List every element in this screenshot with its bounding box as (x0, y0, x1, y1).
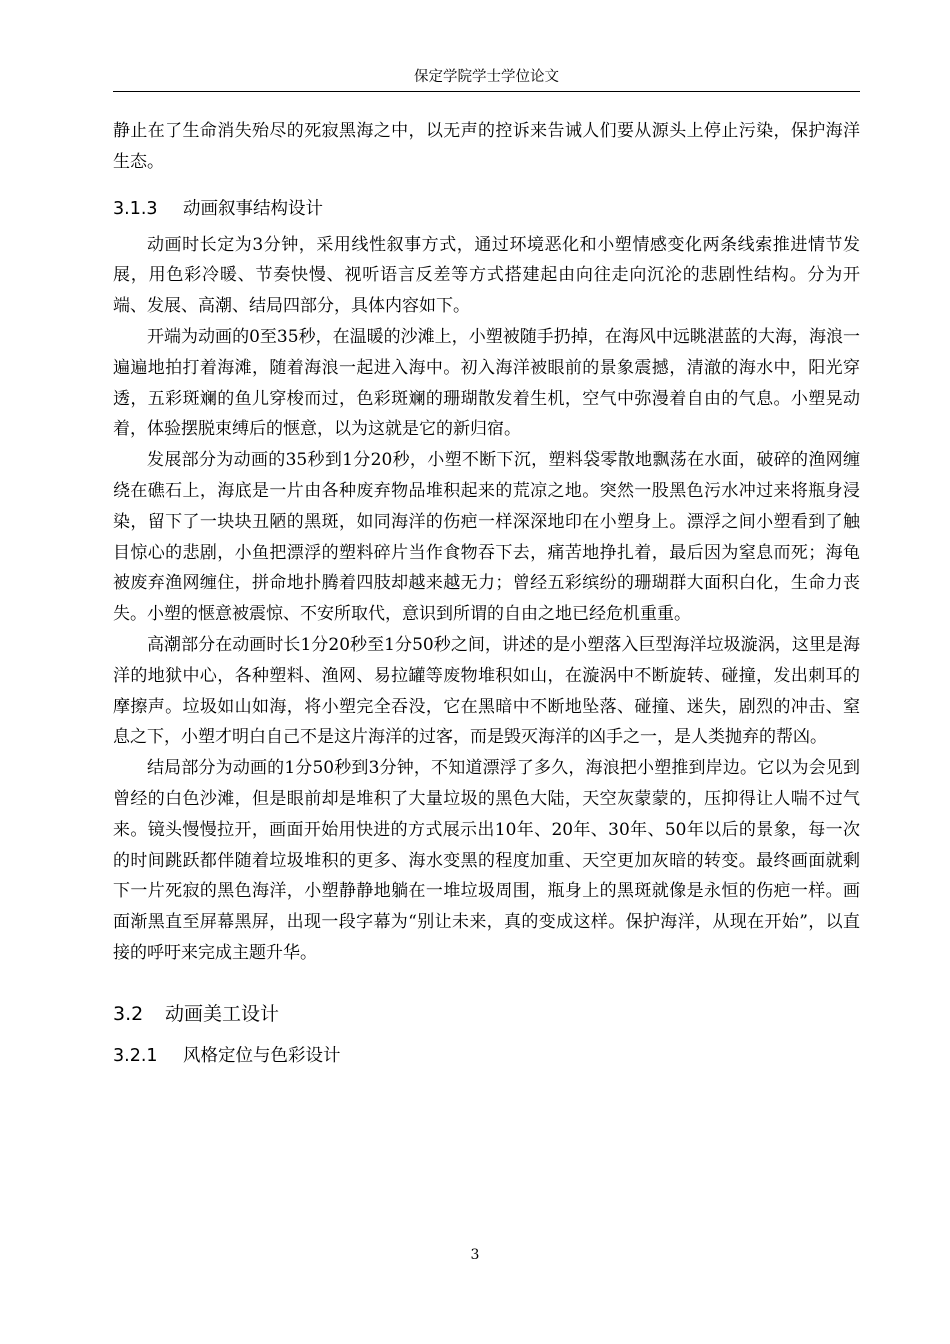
page-number: 3 (470, 1247, 480, 1263)
paragraph-climax: 高潮部分在动画时长1分20秒至1分50秒之间，讲述的是小塑落入巨型海洋垃圾漩涡，这里是海洋的地狱中心，各种塑料、渔网、易拉罐等废物堆积如山，在漩涡中不断旋转、碰撞，发出刺耳的摩擦声。垃圾如山如海，将小塑完全吞没，它在黑暗中不断地坠落、碰撞、迷失，剧烈的冲击、窒息之下，小塑才明白自己不是这片海洋的过客，而是毁灭海洋的凶手之一，是人类抛弃的帮凶。 (113, 634, 860, 748)
section-title: 动画叙事结构设计 (183, 198, 323, 219)
section-title: 动画美工设计 (165, 1002, 280, 1025)
paragraph-development: 发展部分为动画的35秒到1分20秒，小塑不断下沉，塑料袋零散地飘荡在水面，破碎的渔网缠绕在礁石上，海底是一片由各种废弃物品堆积起来的荒凉之地。突然一股黑色污水冲过来将瓶身浸染，留下了一块块丑陋的黑斑，如同海洋的伤疤一样深深地印在小塑身上。漂浮之间小塑看到了触目惊心的悲剧，小鱼把漂浮的塑料碎片当作食物吞下去，痛苦地挣扎着，最后因为窒息而死；海龟被废弃渔网缠住，拼命地扑腾着四肢却越来越无力；曾经五彩缤纷的珊瑚群大面积白化，生命力丧失。小塑的惬意被震惊、不安所取代，意识到所谓的自由之地已经危机重重。 (113, 450, 860, 625)
running-header: 保定学院学士学位论文 (113, 66, 860, 92)
section-heading-3-2 (113, 999, 860, 1029)
section-number: 3.2 (113, 1002, 144, 1025)
section-title: 风格定位与色彩设计 (183, 1045, 341, 1066)
section-heading-3-1-3 (113, 194, 860, 224)
page-body (113, 116, 860, 1071)
section-heading-3-2-1 (113, 1041, 860, 1071)
section-number: 3.1.3 (113, 198, 158, 219)
section-number: 3.2.1 (113, 1045, 158, 1066)
paragraph-opening: 开端为动画的0至35秒，在温暖的沙滩上，小塑被随手扔掉，在海风中远眺湛蓝的大海，海浪一遍遍地拍打着海滩，随着海浪一起进入海中。初入海洋被眼前的景象震撼，清澈的海水中，阳光穿透，五彩斑斓的鱼儿穿梭而过，色彩斑斓的珊瑚散发着生机，空气中弥漫着自由的气息。小塑晃动着，体验摆脱束缚后的惬意，以为这就是它的新归宿。 (113, 326, 860, 440)
paragraph-continued: 静止在了生命消失殆尽的死寂黑海之中，以无声的控诉来告诫人们要从源头上停止污染，保护海洋生态。 (113, 121, 860, 172)
paragraph-structure-intro: 动画时长定为3分钟，采用线性叙事方式，通过环境恶化和小塑情感变化两条线索推进情节发展，用色彩冷暖、节奏快慢、视听语言反差等方式搭建起由向往走向沉沦的悲剧性结构。分为开端、发展、高潮、结局四部分，具体内容如下。 (113, 234, 860, 317)
paragraph-ending: 结局部分为动画的1分50秒到3分钟，不知道漂浮了多久，海浪把小塑推到岸边。它以为会见到曾经的白色沙滩，但是眼前却是堆积了大量垃圾的黑色大陆，天空灰蒙蒙的，压抑得让人喘不过气来。镜头慢慢拉开，画面开始用快进的方式展示出10年、20年、30年、50年以后的景象，每一次的时间跳跃都伴随着垃圾堆积的更多、海水变黑的程度加重、天空更加灰暗的转变。最终画面就剩下一片死寂的黑色海洋，小塑静静地躺在一堆垃圾周围，瓶身上的黑斑就像是永恒的伤疤一样。画面渐黑直至屏幕黑屏，出现一段字幕为“别让未来，真的变成这样。保护海洋，从现在开始”，以直接的呼吁来完成主题升华。 (113, 758, 860, 963)
